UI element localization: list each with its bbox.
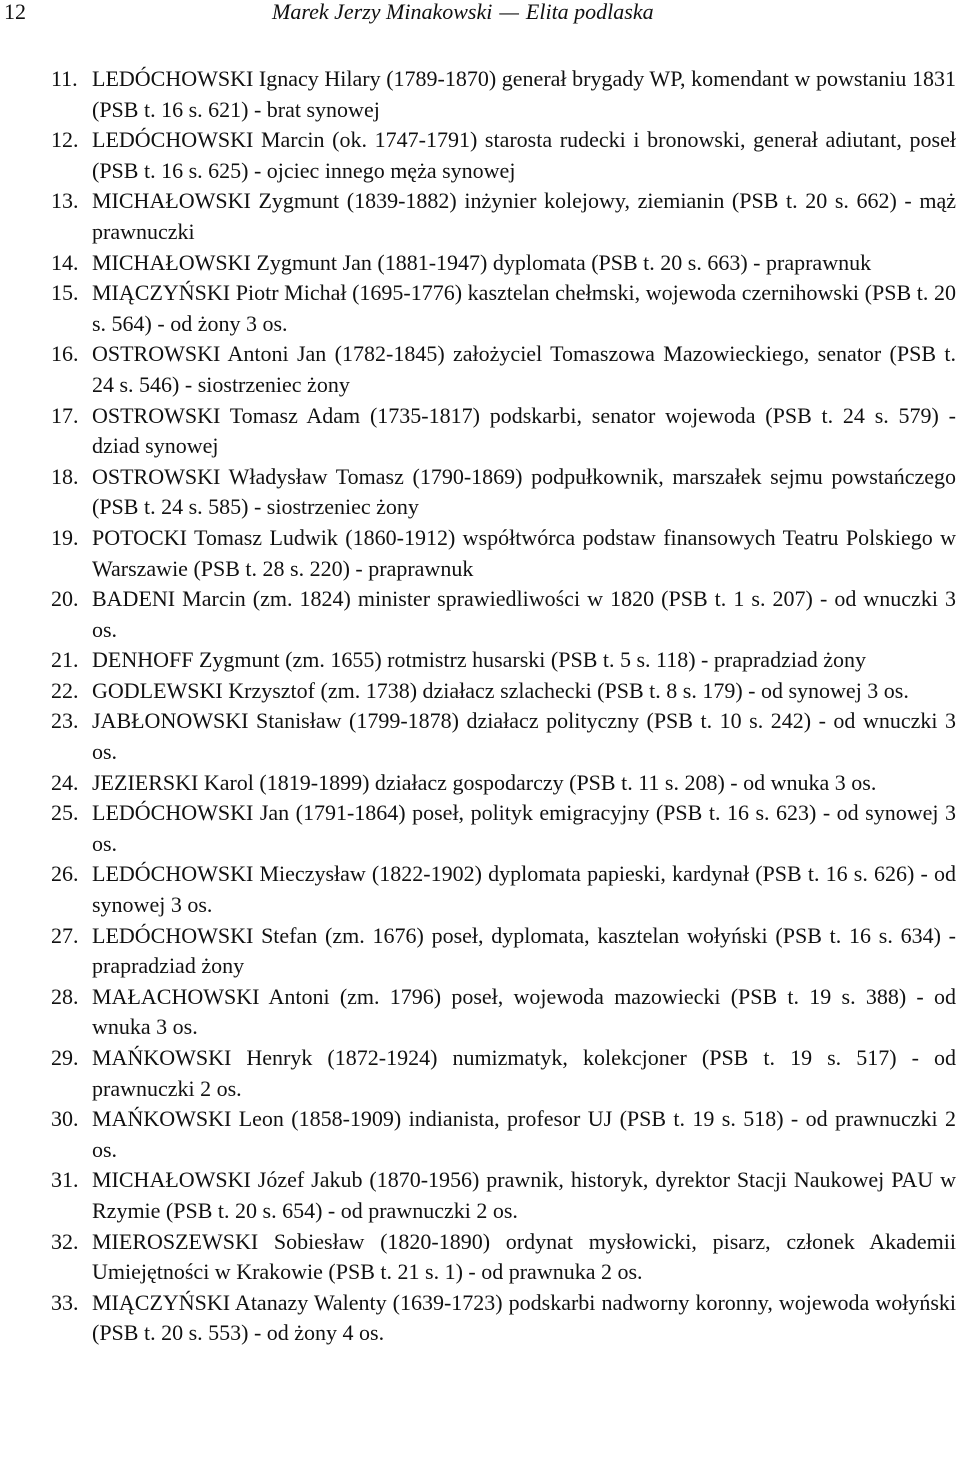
list-item-number: 28.	[51, 983, 79, 1009]
list-item-number: 32.	[51, 1228, 79, 1254]
list-item-number: 26.	[51, 861, 79, 887]
list-item-text: GODLEWSKI Krzysztof (zm. 1738) działacz szlachecki (PSB t. 8 s. 179) - od synowej 3 os.	[92, 677, 909, 703]
list-item-number: 16.	[51, 341, 79, 367]
list-item	[0, 982, 960, 1043]
running-head-author: Marek Jerzy Minakowski	[272, 0, 493, 24]
list-item-number: 13.	[51, 188, 79, 214]
list-item-number: 19.	[51, 524, 79, 550]
list-item	[0, 1165, 960, 1226]
list-item-text: MAŃKOWSKI Leon (1858-1909) indianista, profesor UJ (PSB t. 19 s. 518) - od prawnuczki 2 os.	[92, 1106, 956, 1162]
list-item	[0, 125, 960, 186]
list-item	[0, 768, 960, 799]
list-item-text: LEDÓCHOWSKI Stefan (zm. 1676) poseł, dyplomata, kasztelan wołyński (PSB t. 16 s. 634) - prapradziad żony	[92, 922, 956, 979]
list-item-number: 31.	[51, 1167, 79, 1193]
running-head-title: Elita podlaska	[525, 0, 654, 24]
list-item	[0, 401, 960, 462]
list-item	[0, 339, 960, 400]
list-item-text: MIEROSZEWSKI Sobiesław (1820-1890) ordynat mysłowicki, pisarz, członek Akademii Umiejętności w Krakowie (PSB t. 21 s. 1) - od prawnuka 2 os.	[92, 1228, 956, 1285]
list-item	[0, 1288, 960, 1349]
list-item	[0, 921, 960, 982]
list-item-text: OSTROWSKI Władysław Tomasz (1790-1869) podpułkownik, marszałek sejmu powstańczego (PSB t. 24 s. 585) - siostrzeniec żony	[92, 463, 956, 520]
list-item-number: 12.	[51, 127, 79, 153]
list-item-number: 27.	[51, 922, 79, 948]
list-item-number: 11.	[51, 66, 78, 91]
list-item-text: LEDÓCHOWSKI Ignacy Hilary (1789-1870) generał brygady WP, komendant w powstaniu 1831 (PSB t. 16 s. 621) - brat synowej	[92, 66, 956, 122]
list-item-text: LEDÓCHOWSKI Mieczysław (1822-1902) dyplomata papieski, kardynał (PSB t. 16 s. 626) - od synowej 3 os.	[92, 861, 956, 918]
list-item	[0, 278, 960, 339]
list-item-text: MICHAŁOWSKI Zygmunt Jan (1881-1947) dyplomata (PSB t. 20 s. 663) - praprawnuk	[92, 249, 872, 275]
page-number: 12	[4, 0, 26, 24]
list-item	[0, 859, 960, 920]
list-item	[0, 645, 960, 676]
list-item	[0, 523, 960, 584]
page-header	[0, 0, 960, 30]
list-item-text: BADENI Marcin (zm. 1824) minister sprawiedliwości w 1820 (PSB t. 1 s. 207) - od wnuczki 3 os.	[92, 586, 956, 642]
list-item	[0, 676, 960, 707]
list-item-number: 14.	[51, 249, 79, 275]
list-item-number: 15.	[51, 280, 79, 306]
list-item	[0, 1043, 960, 1104]
running-head	[272, 0, 654, 25]
list-item-number: 22.	[51, 677, 79, 703]
list-item-text: OSTROWSKI Antoni Jan (1782-1845) założyciel Tomaszowa Mazowieckiego, senator (PSB t. 24 s. 546) - siostrzeniec żony	[92, 341, 956, 397]
list-item-text: MAŁACHOWSKI Antoni (zm. 1796) poseł, wojewoda mazowiecki (PSB t. 19 s. 388) - od wnuka 3 os.	[92, 983, 956, 1040]
list-item-number: 25.	[51, 800, 79, 826]
list-item	[0, 584, 960, 645]
list-item	[0, 798, 960, 859]
list-item	[0, 186, 960, 247]
entry-list	[0, 64, 960, 1349]
list-item-text: JEZIERSKI Karol (1819-1899) działacz gospodarczy (PSB t. 11 s. 208) - od wnuka 3 os.	[92, 769, 877, 795]
list-item-text: MIĄCZYŃSKI Piotr Michał (1695-1776) kasztelan chełmski, wojewoda czernihowski (PSB t. 20 s. 564) - od żony 3 os.	[92, 280, 956, 336]
list-item	[0, 1104, 960, 1165]
list-item-text: DENHOFF Zygmunt (zm. 1655) rotmistrz husarski (PSB t. 5 s. 118) - prapradziad żony	[92, 647, 866, 673]
list-item-text: POTOCKI Tomasz Ludwik (1860-1912) współtwórca podstaw finansowych Teatru Polskiego w Warszawie (PSB t. 28 s. 220) - praprawnuk	[92, 524, 956, 581]
list-item-text: MIĄCZYŃSKI Atanazy Walenty (1639-1723) podskarbi nadworny koronny, wojewoda wołyński (PSB t. 20 s. 553) - od żony 4 os.	[92, 1289, 956, 1346]
list-item-number: 33.	[51, 1289, 79, 1315]
list-item-number: 21.	[51, 647, 79, 673]
list-item-text: JABŁONOWSKI Stanisław (1799-1878) działacz polityczny (PSB t. 10 s. 242) - od wnuczki 3 os.	[92, 708, 956, 765]
list-item-text: MICHAŁOWSKI Józef Jakub (1870-1956) prawnik, historyk, dyrektor Stacji Naukowej PAU w Rzymie (PSB t. 20 s. 654) - od prawnuczki 2 os.	[92, 1167, 956, 1223]
list-item-number: 17.	[51, 402, 79, 428]
list-item	[0, 248, 960, 279]
list-item-number: 20.	[51, 586, 79, 612]
list-item-text: MICHAŁOWSKI Zygmunt (1839-1882) inżynier kolejowy, ziemianin (PSB t. 20 s. 662) - mąż prawnuczki	[92, 188, 956, 244]
list-item-text: OSTROWSKI Tomasz Adam (1735-1817) podskarbi, senator wojewoda (PSB t. 24 s. 579) - dziad synowej	[92, 402, 956, 459]
running-head-separator: —	[499, 0, 519, 24]
list-item	[0, 706, 960, 767]
list-item	[0, 1227, 960, 1288]
list-item-number: 23.	[51, 708, 79, 734]
list-item-text: LEDÓCHOWSKI Marcin (ok. 1747-1791) starosta rudecki i bronowski, generał adiutant, poseł (PSB t. 16 s. 625) - ojciec innego męża synowej	[92, 127, 956, 183]
list-item	[0, 64, 960, 125]
list-item-text: MAŃKOWSKI Henryk (1872-1924) numizmatyk, kolekcjoner (PSB t. 19 s. 517) - od prawnuczki 2 os.	[92, 1045, 956, 1101]
list-item	[0, 462, 960, 523]
list-item-number: 30.	[51, 1106, 79, 1132]
list-item-number: 29.	[51, 1045, 79, 1070]
list-item-number: 18.	[51, 463, 79, 489]
list-item-text: LEDÓCHOWSKI Jan (1791-1864) poseł, polityk emigracyjny (PSB t. 16 s. 623) - od synowej 3 os.	[92, 800, 956, 856]
list-item-number: 24.	[51, 769, 79, 795]
